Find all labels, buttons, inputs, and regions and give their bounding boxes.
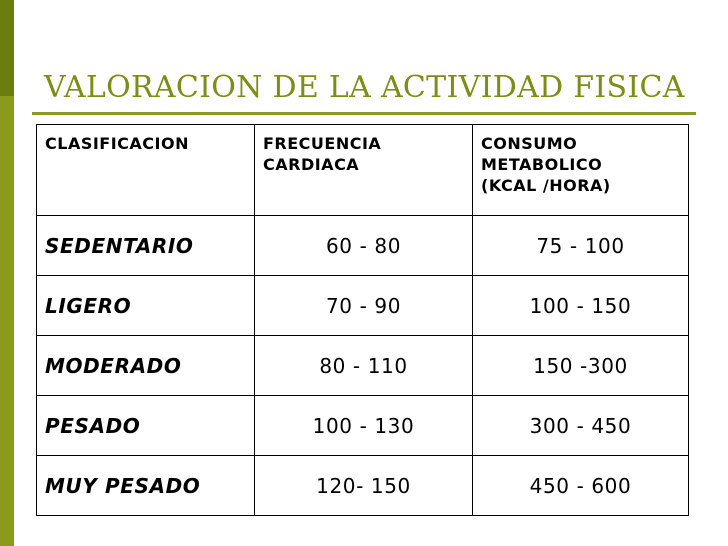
row-metabolic: 450 - 600	[473, 456, 689, 516]
page-title: VALORACION DE LA ACTIVIDAD FISICA	[44, 70, 685, 105]
accent-bar-top	[0, 0, 14, 96]
row-metabolic: 150 -300	[473, 336, 689, 396]
header-frecuencia-cardiaca	[255, 125, 473, 216]
row-heart-rate: 120- 150	[255, 456, 473, 516]
table-row	[37, 336, 689, 396]
row-metabolic: 75 - 100	[473, 216, 689, 276]
table-row	[37, 276, 689, 336]
table-row	[37, 216, 689, 276]
row-classification: MUY PESADO	[37, 456, 255, 516]
row-classification: PESADO	[37, 396, 255, 456]
row-classification: LIGERO	[37, 276, 255, 336]
title-divider	[32, 112, 696, 115]
header-line: CONSUMO	[481, 134, 578, 153]
row-metabolic: 100 - 150	[473, 276, 689, 336]
row-heart-rate: 60 - 80	[255, 216, 473, 276]
row-heart-rate: 80 - 110	[255, 336, 473, 396]
header-line: (KCAL /HORA)	[481, 176, 611, 195]
header-line: CLASIFICACION	[45, 134, 189, 153]
row-metabolic: 300 - 450	[473, 396, 689, 456]
table-header-row	[37, 125, 689, 216]
header-clasificacion	[37, 125, 255, 216]
row-classification: SEDENTARIO	[37, 216, 255, 276]
row-classification: MODERADO	[37, 336, 255, 396]
row-heart-rate: 100 - 130	[255, 396, 473, 456]
row-heart-rate: 70 - 90	[255, 276, 473, 336]
table-row	[37, 456, 689, 516]
header-line: METABOLICO	[481, 155, 603, 174]
header-line: FRECUENCIA	[263, 134, 382, 153]
table-row	[37, 396, 689, 456]
header-consumo-metabolico	[473, 125, 689, 216]
header-line: CARDIACA	[263, 155, 360, 174]
activity-table	[36, 124, 689, 516]
